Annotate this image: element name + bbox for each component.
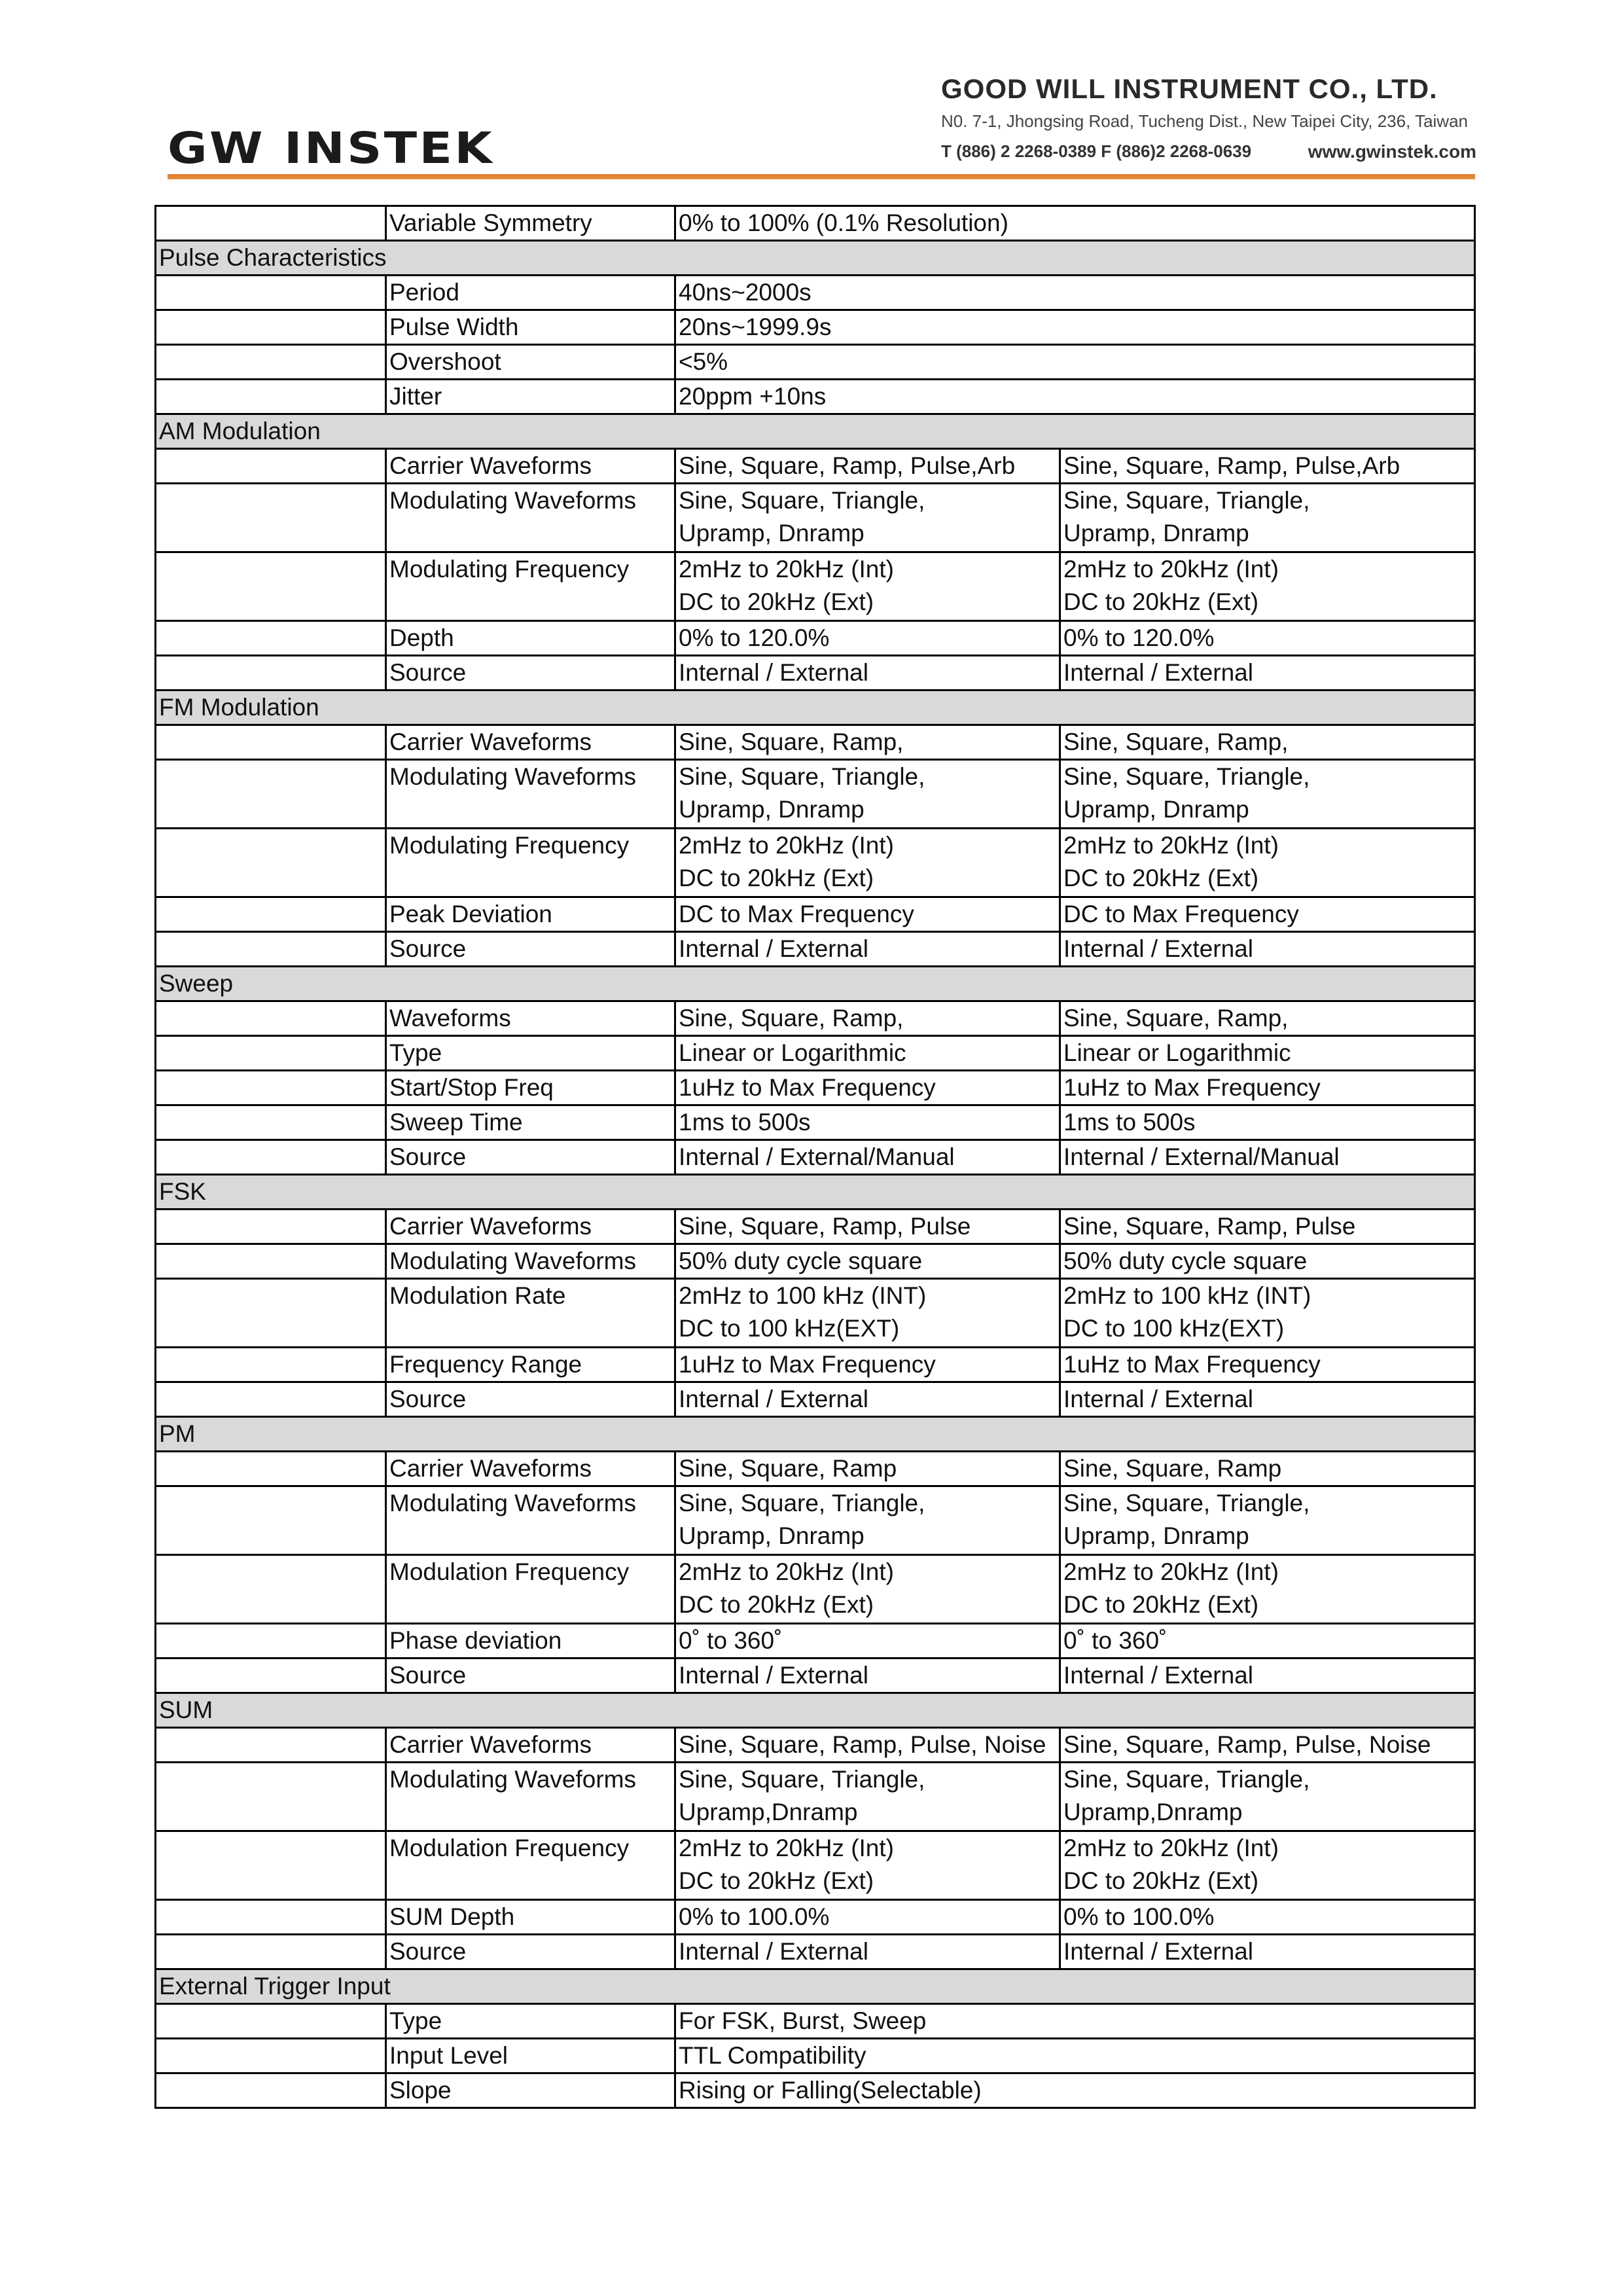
indent-cell: [156, 1555, 386, 1624]
param-name: Variable Symmetry: [386, 206, 675, 241]
indent-cell: [156, 552, 386, 621]
param-name: Sweep Time: [386, 1105, 675, 1140]
spec-value: Internal / External/Manual: [675, 1140, 1060, 1175]
param-name: Modulating Frequency: [386, 552, 675, 621]
section-title: AM Modulation: [156, 414, 1475, 449]
indent-cell: [156, 1831, 386, 1900]
spec-table-body: [156, 206, 1475, 2108]
gw-instek-logo: GW INSTEK: [168, 123, 494, 173]
param-name: Source: [386, 1382, 675, 1417]
spec-row: [156, 1210, 1475, 1244]
indent-cell: [156, 1001, 386, 1036]
spec-row: [156, 1382, 1475, 1417]
spec-value-alt: Internal / External: [1060, 1659, 1475, 1693]
spec-value: Linear or Logarithmic: [675, 1036, 1060, 1071]
spec-value-alt: Internal / External/Manual: [1060, 1140, 1475, 1175]
spec-table: [154, 205, 1476, 2109]
spec-row: [156, 1348, 1475, 1382]
spec-value: 20ppm +10ns: [675, 380, 1475, 414]
spec-row: [156, 1452, 1475, 1486]
param-name: Period: [386, 276, 675, 310]
spec-value-alt: Sine, Square, Triangle, Upramp,Dnramp: [1060, 1763, 1475, 1831]
param-name: Source: [386, 1140, 675, 1175]
spec-value-alt: Internal / External: [1060, 1935, 1475, 1969]
param-name: Type: [386, 1036, 675, 1071]
section-title: FSK: [156, 1175, 1475, 1210]
spec-row: [156, 1001, 1475, 1036]
spec-value-alt: Internal / External: [1060, 656, 1475, 691]
indent-cell: [156, 206, 386, 241]
param-name: Modulating Waveforms: [386, 1486, 675, 1555]
spec-value-alt: Linear or Logarithmic: [1060, 1036, 1475, 1071]
section-header-row: [156, 1417, 1475, 1452]
section-title: External Trigger Input: [156, 1969, 1475, 2004]
spec-value-alt: Sine, Square, Ramp,: [1060, 1001, 1475, 1036]
spec-row: [156, 276, 1475, 310]
spec-value: Internal / External: [675, 932, 1060, 967]
spec-value: <5%: [675, 345, 1475, 380]
param-name: Modulating Waveforms: [386, 1763, 675, 1831]
spec-row: [156, 1071, 1475, 1105]
param-name: Carrier Waveforms: [386, 1210, 675, 1244]
param-name: Type: [386, 2004, 675, 2039]
spec-value: 20ns~1999.9s: [675, 310, 1475, 345]
section-title: Pulse Characteristics: [156, 241, 1475, 276]
indent-cell: [156, 449, 386, 484]
company-phone: T (886) 2 2268-0389 F (886)2 2268-0639: [941, 141, 1252, 161]
spec-row: [156, 760, 1475, 829]
spec-row: [156, 2039, 1475, 2073]
param-name: Start/Stop Freq: [386, 1071, 675, 1105]
spec-value: TTL Compatibility: [675, 2039, 1475, 2073]
section-header-row: [156, 414, 1475, 449]
section-header-row: [156, 1175, 1475, 1210]
param-name: Source: [386, 656, 675, 691]
spec-row: [156, 725, 1475, 760]
spec-value-alt: 1ms to 500s: [1060, 1105, 1475, 1140]
indent-cell: [156, 1210, 386, 1244]
spec-row: [156, 1140, 1475, 1175]
indent-cell: [156, 621, 386, 656]
spec-value: DC to Max Frequency: [675, 897, 1060, 932]
indent-cell: [156, 310, 386, 345]
param-name: Modulating Waveforms: [386, 1244, 675, 1279]
param-name: Depth: [386, 621, 675, 656]
spec-value-alt: 2mHz to 20kHz (Int) DC to 20kHz (Ext): [1060, 829, 1475, 897]
spec-row: [156, 1900, 1475, 1935]
spec-row: [156, 932, 1475, 967]
spec-value: 2mHz to 100 kHz (INT) DC to 100 kHz(EXT): [675, 1279, 1060, 1348]
spec-value: For FSK, Burst, Sweep: [675, 2004, 1475, 2039]
spec-value-alt: Sine, Square, Ramp, Pulse,Arb: [1060, 449, 1475, 484]
param-name: Input Level: [386, 2039, 675, 2073]
company-address: N0. 7-1, Jhongsing Road, Tucheng Dist., New Taipei City, 236, Taiwan: [941, 111, 1468, 131]
spec-value-alt: 2mHz to 20kHz (Int) DC to 20kHz (Ext): [1060, 1831, 1475, 1900]
indent-cell: [156, 1244, 386, 1279]
indent-cell: [156, 1486, 386, 1555]
spec-row: [156, 1624, 1475, 1659]
indent-cell: [156, 2073, 386, 2108]
spec-row: [156, 2004, 1475, 2039]
param-name: Source: [386, 932, 675, 967]
indent-cell: [156, 2004, 386, 2039]
section-header-row: [156, 1693, 1475, 1728]
indent-cell: [156, 1382, 386, 1417]
spec-value: Sine, Square, Triangle, Upramp, Dnramp: [675, 1486, 1060, 1555]
spec-row: [156, 621, 1475, 656]
section-title: Sweep: [156, 967, 1475, 1001]
indent-cell: [156, 1763, 386, 1831]
param-name: Modulating Waveforms: [386, 484, 675, 552]
indent-cell: [156, 1659, 386, 1693]
spec-value: 2mHz to 20kHz (Int) DC to 20kHz (Ext): [675, 1555, 1060, 1624]
param-name: Phase deviation: [386, 1624, 675, 1659]
section-title: SUM: [156, 1693, 1475, 1728]
spec-value-alt: 2mHz to 20kHz (Int) DC to 20kHz (Ext): [1060, 1555, 1475, 1624]
spec-row: [156, 1728, 1475, 1763]
spec-value-alt: Sine, Square, Ramp, Pulse, Noise: [1060, 1728, 1475, 1763]
spec-value: Sine, Square, Ramp: [675, 1452, 1060, 1486]
param-name: Modulating Frequency: [386, 829, 675, 897]
param-name: Jitter: [386, 380, 675, 414]
spec-row: [156, 1555, 1475, 1624]
spec-value-alt: Sine, Square, Ramp: [1060, 1452, 1475, 1486]
spec-row: [156, 2073, 1475, 2108]
param-name: Pulse Width: [386, 310, 675, 345]
param-name: Source: [386, 1659, 675, 1693]
section-header-row: [156, 1969, 1475, 2004]
indent-cell: [156, 1452, 386, 1486]
spec-value: Internal / External: [675, 1935, 1060, 1969]
header-rule: [168, 174, 1475, 179]
spec-row: [156, 656, 1475, 691]
spec-row: [156, 1279, 1475, 1348]
param-name: Carrier Waveforms: [386, 1452, 675, 1486]
indent-cell: [156, 1140, 386, 1175]
spec-row: [156, 1036, 1475, 1071]
indent-cell: [156, 1279, 386, 1348]
spec-value-alt: Sine, Square, Ramp, Pulse: [1060, 1210, 1475, 1244]
param-name: Modulation Frequency: [386, 1831, 675, 1900]
indent-cell: [156, 1071, 386, 1105]
param-name: Carrier Waveforms: [386, 449, 675, 484]
company-name: GOOD WILL INSTRUMENT CO., LTD.: [941, 73, 1438, 104]
spec-value: Internal / External: [675, 1382, 1060, 1417]
indent-cell: [156, 1348, 386, 1382]
spec-value-alt: Sine, Square, Ramp,: [1060, 725, 1475, 760]
indent-cell: [156, 1935, 386, 1969]
param-name: Waveforms: [386, 1001, 675, 1036]
indent-cell: [156, 1900, 386, 1935]
spec-value: 40ns~2000s: [675, 276, 1475, 310]
spec-value: 50% duty cycle square: [675, 1244, 1060, 1279]
spec-value: 1uHz to Max Frequency: [675, 1348, 1060, 1382]
spec-value-alt: 0% to 100.0%: [1060, 1900, 1475, 1935]
param-name: SUM Depth: [386, 1900, 675, 1935]
spec-value: Rising or Falling(Selectable): [675, 2073, 1475, 2108]
spec-row: [156, 310, 1475, 345]
param-name: Source: [386, 1935, 675, 1969]
company-website: www.gwinstek.com: [1308, 141, 1476, 162]
indent-cell: [156, 484, 386, 552]
spec-row: [156, 1486, 1475, 1555]
param-name: Modulating Waveforms: [386, 760, 675, 829]
spec-value: Sine, Square, Triangle, Upramp, Dnramp: [675, 484, 1060, 552]
param-name: Modulation Rate: [386, 1279, 675, 1348]
spec-value-alt: Sine, Square, Triangle, Upramp, Dnramp: [1060, 1486, 1475, 1555]
spec-value: 0% to 100.0%: [675, 1900, 1060, 1935]
section-header-row: [156, 691, 1475, 725]
spec-value-alt: 0% to 120.0%: [1060, 621, 1475, 656]
section-header-row: [156, 967, 1475, 1001]
spec-value-alt: 1uHz to Max Frequency: [1060, 1348, 1475, 1382]
spec-value: Sine, Square, Ramp,: [675, 1001, 1060, 1036]
spec-row: [156, 829, 1475, 897]
param-name: Frequency Range: [386, 1348, 675, 1382]
indent-cell: [156, 345, 386, 380]
spec-row: [156, 380, 1475, 414]
spec-value: Sine, Square, Ramp, Pulse,Arb: [675, 449, 1060, 484]
indent-cell: [156, 276, 386, 310]
section-title: FM Modulation: [156, 691, 1475, 725]
indent-cell: [156, 1624, 386, 1659]
spec-value-alt: DC to Max Frequency: [1060, 897, 1475, 932]
param-name: Modulation Frequency: [386, 1555, 675, 1624]
section-title: PM: [156, 1417, 1475, 1452]
spec-value-alt: Sine, Square, Triangle, Upramp, Dnramp: [1060, 760, 1475, 829]
spec-value: Internal / External: [675, 656, 1060, 691]
param-name: Peak Deviation: [386, 897, 675, 932]
spec-value: 1uHz to Max Frequency: [675, 1071, 1060, 1105]
spec-value: 2mHz to 20kHz (Int) DC to 20kHz (Ext): [675, 552, 1060, 621]
param-name: Overshoot: [386, 345, 675, 380]
spec-row: [156, 897, 1475, 932]
spec-row: [156, 449, 1475, 484]
spec-value: 0˚ to 360˚: [675, 1624, 1060, 1659]
spec-value: Sine, Square, Ramp, Pulse: [675, 1210, 1060, 1244]
spec-value: 2mHz to 20kHz (Int) DC to 20kHz (Ext): [675, 1831, 1060, 1900]
spec-value: 0% to 100% (0.1% Resolution): [675, 206, 1475, 241]
spec-row: [156, 1935, 1475, 1969]
spec-value-alt: Internal / External: [1060, 1382, 1475, 1417]
spec-value-alt: 2mHz to 20kHz (Int) DC to 20kHz (Ext): [1060, 552, 1475, 621]
spec-value-alt: 1uHz to Max Frequency: [1060, 1071, 1475, 1105]
spec-value: Sine, Square, Ramp, Pulse, Noise: [675, 1728, 1060, 1763]
indent-cell: [156, 2039, 386, 2073]
indent-cell: [156, 897, 386, 932]
indent-cell: [156, 1105, 386, 1140]
spec-row: [156, 484, 1475, 552]
spec-value-alt: 0˚ to 360˚: [1060, 1624, 1475, 1659]
spec-value-alt: 2mHz to 100 kHz (INT) DC to 100 kHz(EXT): [1060, 1279, 1475, 1348]
indent-cell: [156, 829, 386, 897]
param-name: Carrier Waveforms: [386, 725, 675, 760]
spec-value: Sine, Square, Triangle, Upramp,Dnramp: [675, 1763, 1060, 1831]
spec-row: [156, 552, 1475, 621]
spec-row: [156, 1105, 1475, 1140]
spec-row: [156, 1831, 1475, 1900]
param-name: Carrier Waveforms: [386, 1728, 675, 1763]
spec-value-alt: 50% duty cycle square: [1060, 1244, 1475, 1279]
spec-row: [156, 1763, 1475, 1831]
indent-cell: [156, 1036, 386, 1071]
spec-row: [156, 1659, 1475, 1693]
spec-value: 2mHz to 20kHz (Int) DC to 20kHz (Ext): [675, 829, 1060, 897]
spec-value: Sine, Square, Ramp,: [675, 725, 1060, 760]
section-header-row: [156, 241, 1475, 276]
spec-value: Internal / External: [675, 1659, 1060, 1693]
spec-value: Sine, Square, Triangle, Upramp, Dnramp: [675, 760, 1060, 829]
indent-cell: [156, 725, 386, 760]
spec-row: [156, 206, 1475, 241]
indent-cell: [156, 760, 386, 829]
indent-cell: [156, 932, 386, 967]
indent-cell: [156, 656, 386, 691]
indent-cell: [156, 380, 386, 414]
spec-value-alt: Sine, Square, Triangle, Upramp, Dnramp: [1060, 484, 1475, 552]
spec-value: 1ms to 500s: [675, 1105, 1060, 1140]
indent-cell: [156, 1728, 386, 1763]
spec-row: [156, 1244, 1475, 1279]
spec-row: [156, 345, 1475, 380]
spec-value-alt: Internal / External: [1060, 932, 1475, 967]
param-name: Slope: [386, 2073, 675, 2108]
spec-value: 0% to 120.0%: [675, 621, 1060, 656]
